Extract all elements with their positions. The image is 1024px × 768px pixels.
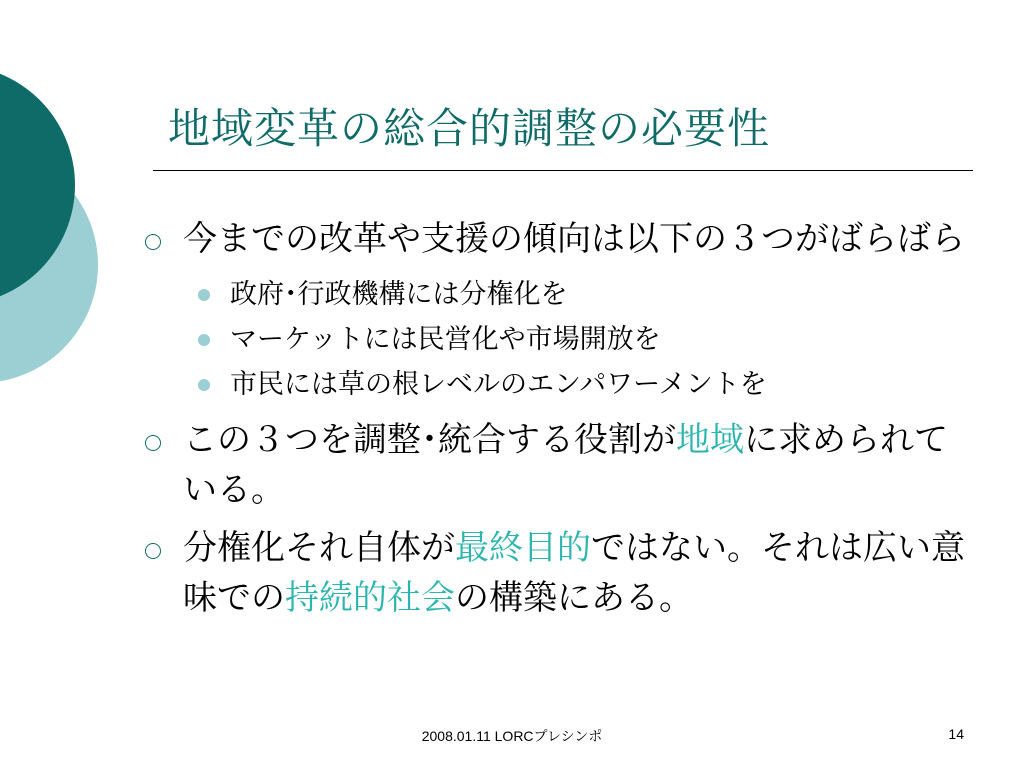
bullet-1-text: 今までの改革や支援の傾向は以下の３つがばらばら: [183, 219, 965, 259]
bullet-2-highlight: 地域: [676, 420, 744, 460]
sub-bullet-3-text: 市民には草の根レベルのエンパワーメントを: [230, 369, 767, 400]
sub-bullet-1: [145, 272, 965, 317]
title-divider: [153, 170, 973, 171]
sub-bullet-2: [145, 317, 965, 362]
filled-dot-bullet-icon: [198, 289, 210, 301]
sub-bullet-3: [145, 362, 965, 407]
bullet-3-text-middle: ではない。それは広い意味での: [183, 528, 965, 618]
bullet-2-text-after: に求められている。: [183, 420, 948, 510]
hollow-circle-bullet-icon: [145, 435, 161, 451]
bullet-3-text-after: の構築にある。: [455, 578, 693, 618]
slide-title: 地域変革の総合的調整の必要性: [168, 104, 771, 153]
footer-event-label: 2008.01.11 LORCプレシンポ: [421, 728, 603, 744]
bullet-2-text-before: この３つを調整･統合する役割が: [183, 420, 676, 460]
footer-page-number: 14: [948, 726, 964, 742]
bullet-3: [145, 523, 965, 623]
bullet-3-highlight-2: 持続的社会: [285, 578, 455, 618]
sub-bullet-2-text: マーケットには民営化や市場開放を: [230, 324, 661, 355]
bullet-1: [145, 214, 965, 264]
decorative-circles: [0, 0, 140, 420]
bullet-3-highlight-1: 最終目的: [455, 528, 591, 568]
filled-dot-bullet-icon: [198, 379, 210, 391]
bullet-2: [145, 415, 965, 515]
bullet-1-sublist: [145, 272, 965, 407]
filled-dot-bullet-icon: [198, 334, 210, 346]
hollow-circle-bullet-icon: [145, 234, 161, 250]
hollow-circle-bullet-icon: [145, 543, 161, 559]
bullet-3-text-before: 分権化それ自体が: [183, 528, 455, 568]
slide-body: [145, 214, 965, 631]
sub-bullet-1-text: 政府･行政機構には分権化を: [230, 279, 568, 310]
